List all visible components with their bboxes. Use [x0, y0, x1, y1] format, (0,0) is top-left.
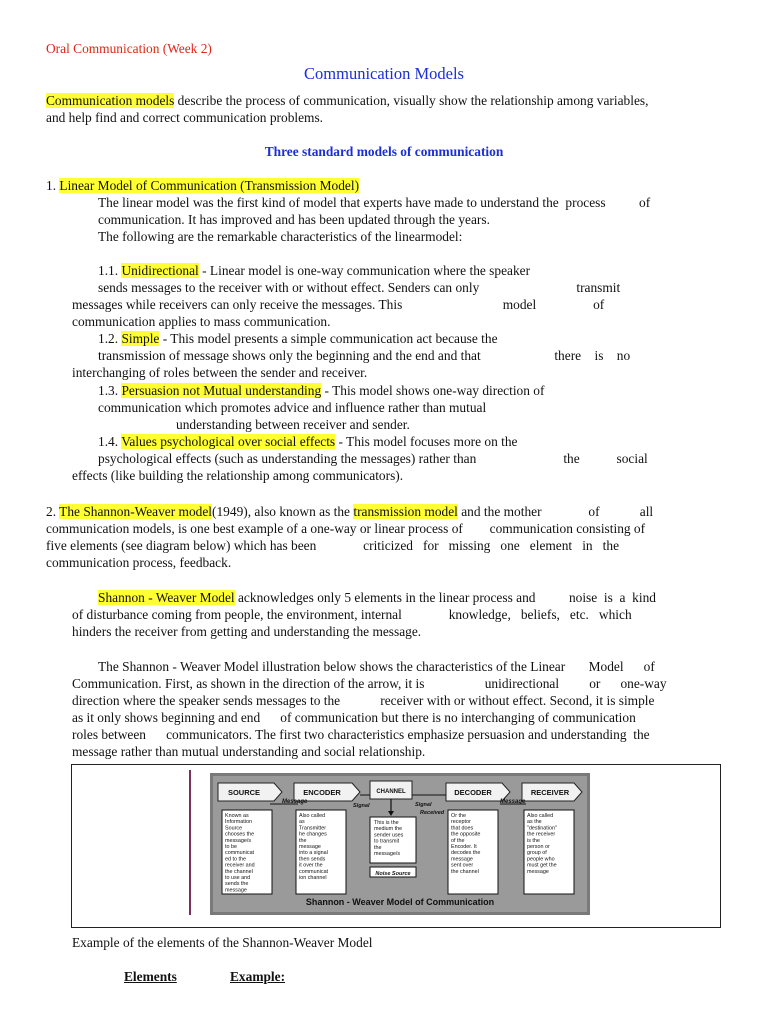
- highlight-term: transmission model: [353, 504, 458, 519]
- highlight-term: The Shannon-Weaver model: [59, 504, 213, 519]
- diagram-description-line: as: [299, 819, 305, 826]
- diagram-description-line: sender uses: [374, 832, 404, 839]
- channel-label: CHANNEL: [376, 789, 406, 795]
- shannon-para-line: communication models, is one best example of a one-way or linear process of communication consisting of: [46, 521, 646, 536]
- diagram-description-line: sends the: [225, 881, 249, 888]
- characteristic-4-title: 1.4. Values psychological over social effects - This model focuses more on the: [98, 434, 518, 449]
- highlight-term: Persuasion not Mutual understanding: [121, 383, 322, 398]
- signal-label: Signal: [353, 803, 370, 809]
- characteristic-line: communication which promotes advice and influence rather than mutual: [98, 400, 487, 415]
- characteristic-line: communication applies to mass communication.: [72, 314, 331, 329]
- highlight-term: Shannon - Weaver Model: [98, 590, 235, 605]
- figure-caption: Example of the elements of the Shannon-Weaver Model: [72, 935, 373, 950]
- diagram-description-line: the: [374, 844, 382, 851]
- characteristic-line: interchanging of roles between the sender and receiver.: [72, 365, 368, 380]
- diagram-description-line: medium the: [374, 826, 403, 833]
- diagram-description-line: Also called: [299, 813, 326, 819]
- diagram-description-line: ion channel: [299, 875, 327, 881]
- shannon-heading: 2. The Shannon-Weaver model(1949), also known as the transmission model and the mother of all: [46, 504, 654, 519]
- decoder-label: DECODER: [454, 788, 492, 797]
- shannon-para3-line: direction where the speaker sends messages to the receiver with or without effect. Second, it is simple: [72, 693, 655, 708]
- characteristic-line: understanding between receiver and sender.: [176, 417, 410, 432]
- characteristic-line: transmission of message shows only the beginning and the end and that there is no: [98, 348, 631, 363]
- diagram-description-line: the channel: [451, 868, 479, 875]
- shannon-para-line: communication process, feedback.: [46, 555, 232, 570]
- diagram-description-line: of the: [451, 837, 465, 844]
- section-subtitle: Three standard models of communication: [264, 144, 504, 159]
- diagram-description-line: the receiver: [527, 831, 556, 838]
- figure-margin-line: [189, 770, 191, 915]
- diagram-description-line: the channel: [225, 868, 253, 875]
- diagram-description-line: as the: [527, 819, 542, 826]
- diagram-description-line: decodes the: [451, 850, 481, 857]
- shannon-weaver-diagram: [210, 773, 590, 915]
- diagram-description-line: receptor: [451, 819, 471, 826]
- diagram-description-line: the: [299, 837, 307, 844]
- diagram-description-line: message/s: [374, 851, 401, 857]
- characteristic-2-title: 1.2. Simple - This model presents a simple communication act because the: [98, 331, 498, 346]
- diagram-description-line: sent over: [451, 862, 474, 869]
- diagram-description-line: Known as: [225, 813, 249, 819]
- diagram-description-line: "destination": [527, 825, 557, 832]
- characteristic-line: messages while receivers can only receive the messages. This model of: [72, 297, 605, 312]
- characteristic-line: sends messages to the receiver with or without effect. Senders can only transmit: [98, 280, 621, 295]
- diagram-description-line: is the: [527, 837, 540, 844]
- diagram-description-line: he changes: [299, 831, 327, 838]
- diagram-description-line: Source: [225, 825, 243, 832]
- shannon-para-line: five elements (see diagram below) which has been criticized for missing one element in the: [46, 538, 620, 553]
- diagram-description-line: communicat: [225, 850, 255, 857]
- message-label: Message: [282, 799, 308, 805]
- characteristic-1-title: 1.1. Unidirectional - Linear model is one-way communication where the speaker: [98, 263, 531, 278]
- diagram-description-line: people who: [527, 856, 555, 863]
- diagram-description-line: Encoder. It: [451, 844, 477, 850]
- diagram-description-line: message/s: [225, 837, 252, 844]
- diagram-description-line: chooses the: [225, 831, 255, 838]
- characteristic-line: effects (like building the relationship among communicators).: [72, 468, 404, 483]
- diagram-description-line: must get the: [527, 862, 557, 869]
- course-header: Oral Communication (Week 2): [46, 41, 212, 56]
- diagram-description-line: that does: [451, 825, 474, 832]
- received-label: Received: [420, 810, 445, 816]
- noise-source-label: Noise Source: [375, 871, 411, 877]
- highlight-term: Values psychological over social effects: [121, 434, 336, 449]
- elements-header: Elements: [124, 969, 177, 984]
- diagram-description-line: Information: [225, 819, 252, 826]
- linear-para-line: The linear model was the first kind of model that experts have made to understand the process of: [98, 195, 651, 210]
- diagram-description-line: message: [527, 868, 549, 875]
- highlight-term: Linear Model of Communication (Transmission Model): [59, 178, 360, 193]
- diagram-description-line: Also called: [527, 813, 554, 819]
- intro-line-1: Communication models describe the process of communication, visually show the relationship among variables,: [46, 93, 649, 108]
- message-label: Message: [500, 799, 526, 805]
- example-header: Example:: [230, 969, 286, 984]
- source-label: SOURCE: [227, 788, 261, 797]
- shannon-para2-line: Shannon - Weaver Model acknowledges only 5 elements in the linear process and noise is a kind: [98, 590, 656, 605]
- shannon-para3-line: as it only shows beginning and end of communication but there is no interchanging of communication: [72, 710, 636, 725]
- diagram-description-line: the opposite: [451, 831, 481, 838]
- linear-para-line: The following are the remarkable characteristics of the linearmodel:: [98, 229, 463, 244]
- highlight-term: Unidirectional: [121, 263, 199, 278]
- diagram-description-line: it over the: [299, 862, 323, 869]
- shannon-para3-line: message rather than mutual understanding and social relationship.: [72, 744, 426, 759]
- linear-heading: 1. Linear Model of Communication (Transmission Model): [46, 178, 360, 193]
- diagram-description-line: person or: [527, 844, 550, 850]
- intro-line-2: and help find and correct communication problems.: [46, 110, 324, 125]
- diagram-description-line: ed to the: [225, 856, 246, 863]
- diagram-description-line: group of: [527, 850, 547, 857]
- diagram-description-line: into a signal: [299, 850, 328, 857]
- shannon-para3-line: The Shannon - Weaver Model illustration below shows the characteristics of the Linear Model of: [98, 659, 655, 674]
- shannon-para2-line: hinders the receiver from getting and understanding the message.: [72, 624, 422, 639]
- shannon-para2-line: of disturbance coming from people, the environment, internal knowledge, beliefs, etc. which: [72, 607, 632, 622]
- page-title: Communication Models: [304, 64, 464, 83]
- highlight-term: Communication models: [46, 93, 175, 108]
- linear-para-line: communication. It has improved and has been updated through the years.: [98, 212, 490, 227]
- highlight-term: Simple: [121, 331, 160, 346]
- diagram-description-line: receiver and: [225, 862, 255, 869]
- diagram-description-line: Transmitter: [299, 825, 327, 832]
- diagram-description-line: Or the: [451, 813, 466, 819]
- shannon-para3-line: roles between communicators. The first two characteristics emphasize persuasion and understanding the: [72, 727, 650, 742]
- diagram-description-line: message: [225, 887, 247, 894]
- diagram-caption: Shannon - Weaver Model of Communication: [305, 897, 495, 907]
- diagram-description-line: then sends: [299, 856, 326, 863]
- diagram-description-line: message: [299, 844, 321, 850]
- diagram-description-line: to be: [225, 844, 237, 850]
- diagram-description-line: communicat: [299, 868, 329, 875]
- receiver-label: RECEIVER: [530, 788, 570, 797]
- characteristic-line: psychological effects (such as understanding the messages) rather than the social: [98, 451, 648, 466]
- encoder-label: ENCODER: [303, 788, 341, 797]
- diagram-description-line: This is the: [374, 820, 399, 826]
- characteristic-3-title: 1.3. Persuasion not Mutual understanding - This model shows one-way direction of: [98, 383, 545, 398]
- diagram-description-line: message: [451, 856, 473, 863]
- shannon-para3-line: Communication. First, as shown in the direction of the arrow, it is unidirectional or one-way: [72, 676, 667, 691]
- diagram-description-line: to transmit: [374, 838, 400, 845]
- diagram-description-line: to use and: [225, 875, 251, 881]
- signal-label: Signal: [415, 802, 432, 808]
